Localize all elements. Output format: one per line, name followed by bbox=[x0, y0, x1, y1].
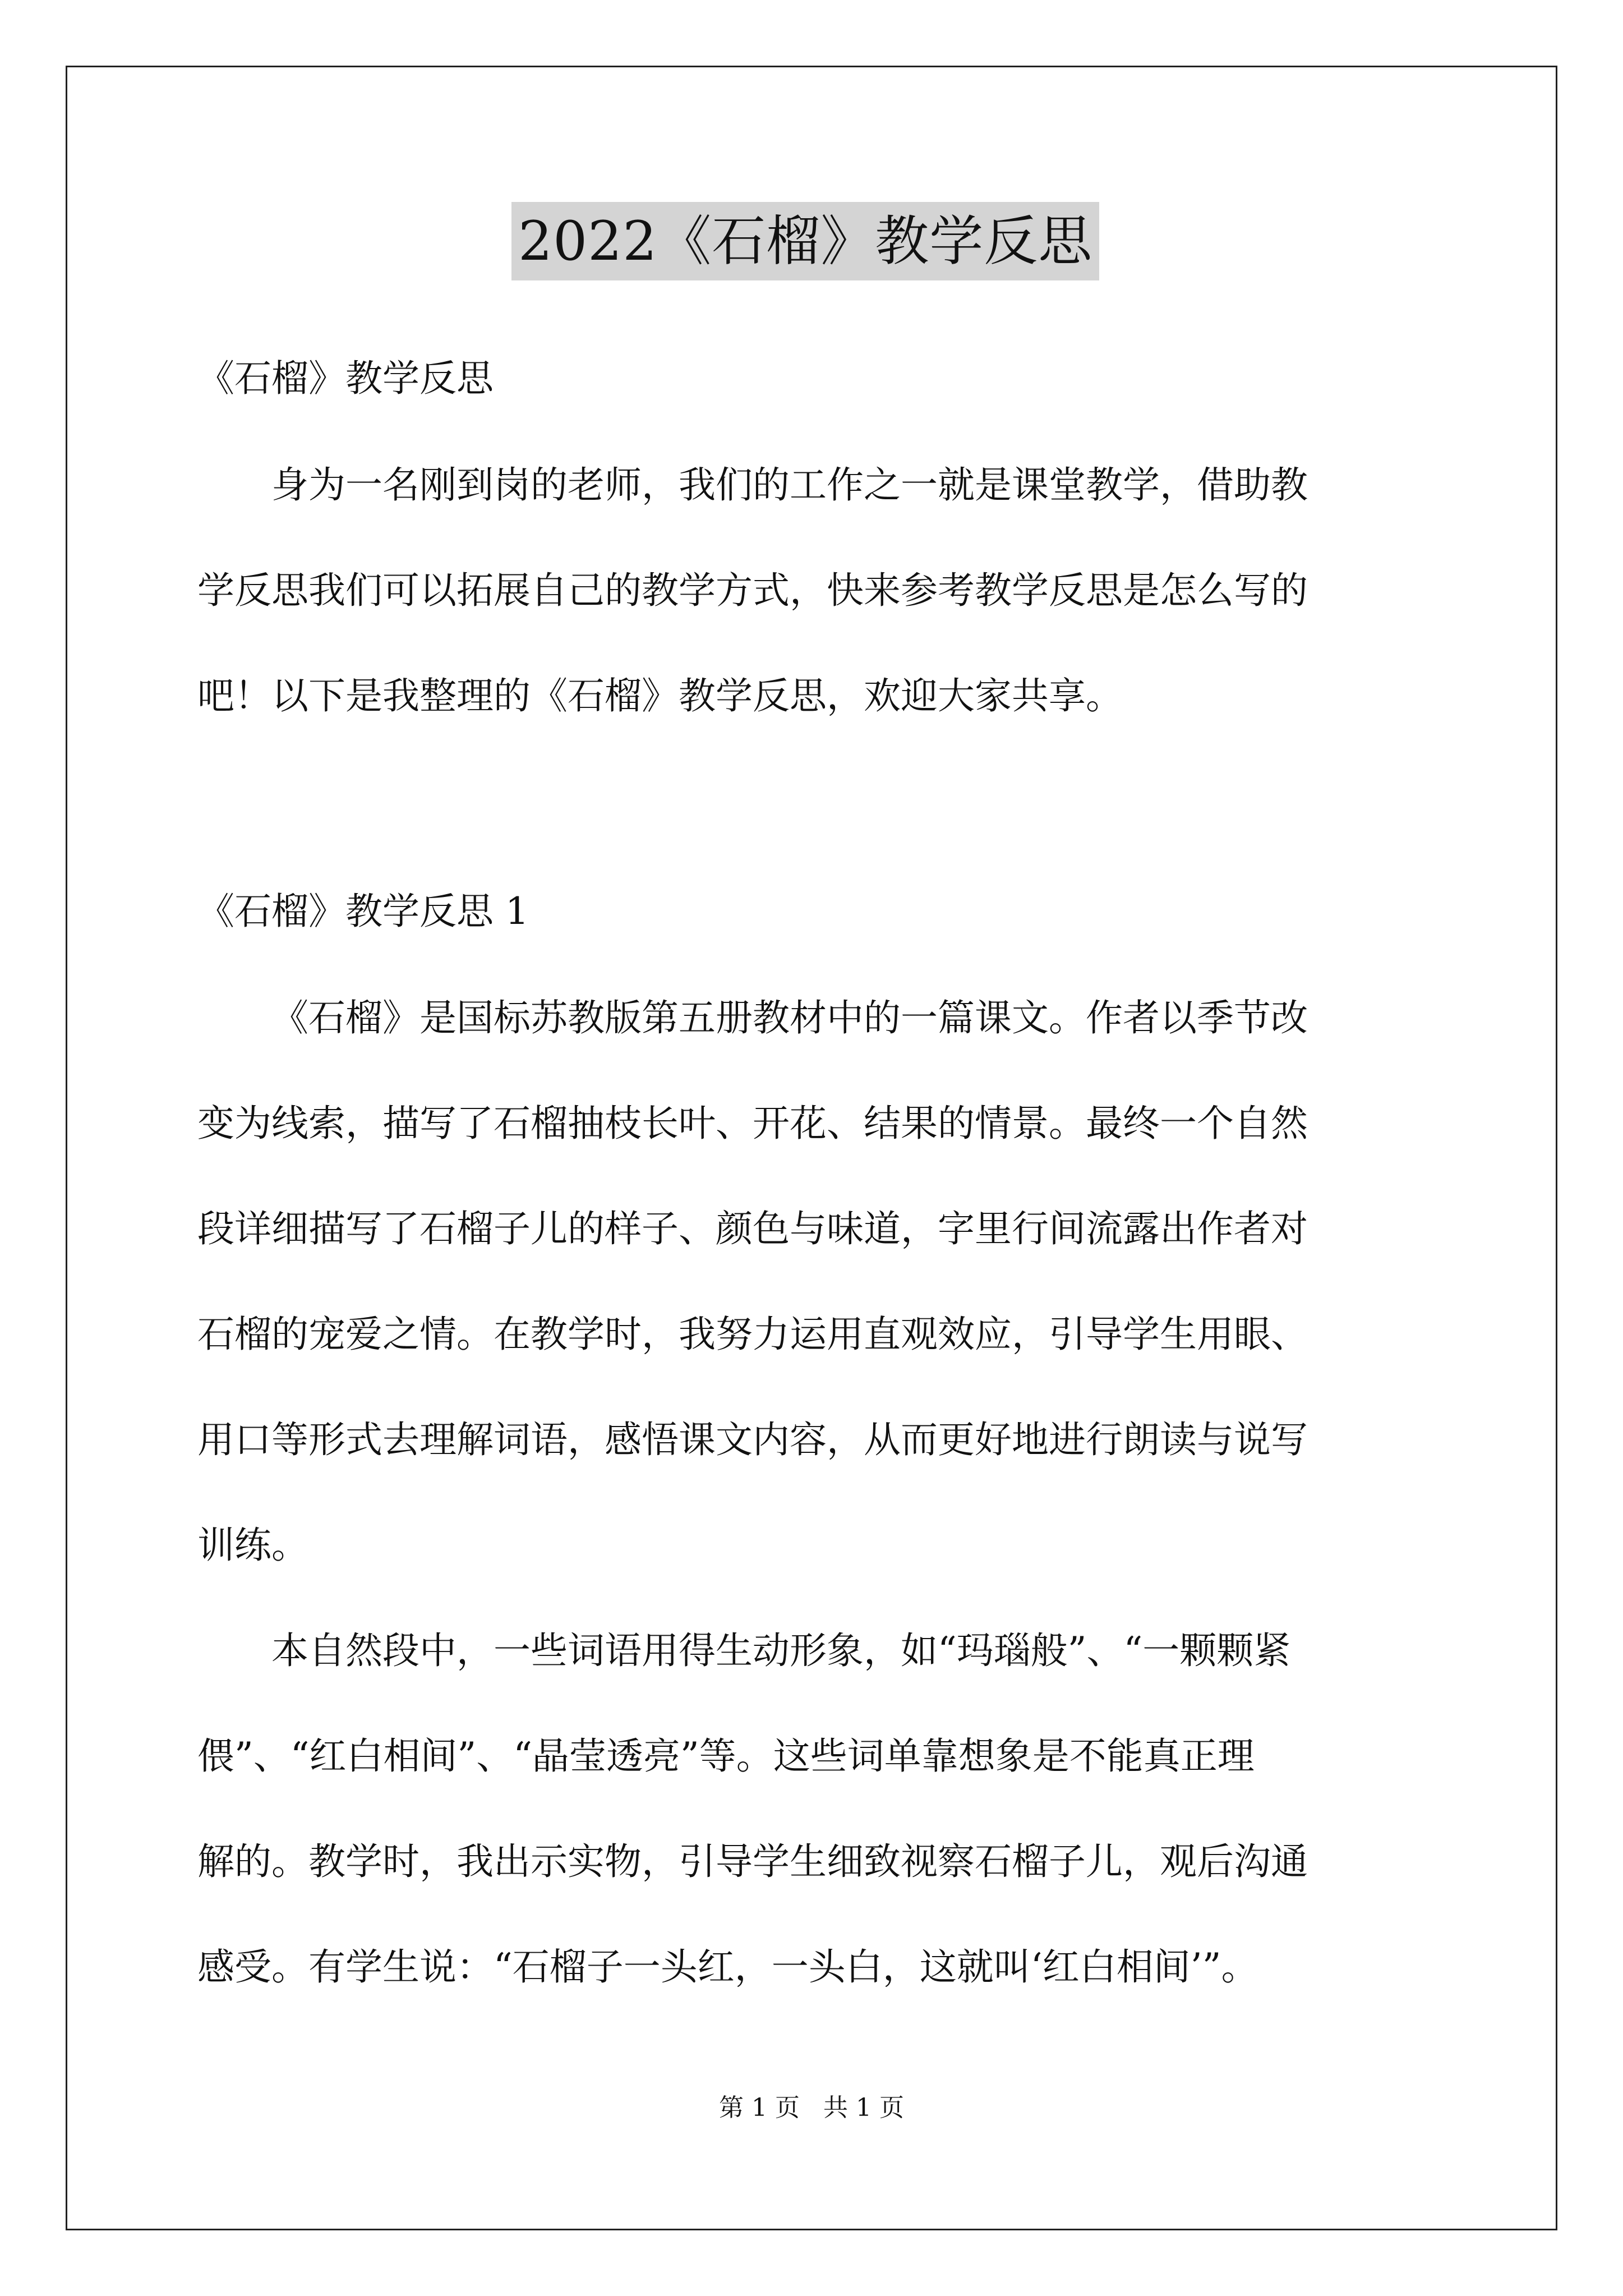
paragraph-line: 变为线索，描写了石榴抽枝长叶、开花、结果的情景。最终一个自然 bbox=[197, 1102, 1308, 1145]
paragraph-line: 《石榴》是国标苏教版第五册教材中的一篇课文。作者以季节改 bbox=[271, 996, 1308, 1039]
document-title: 2022《石榴》教学反思 bbox=[511, 202, 1099, 280]
paragraph-line: 用口等形式去理解词语，感悟课文内容，从而更好地进行朗读与说写 bbox=[197, 1418, 1308, 1461]
paragraph-line: 感受。有学生说：“石榴子一头红，一头白，这就叫‘红白相间’”。 bbox=[197, 1945, 1258, 1989]
intro-paragraph-line: 学反思我们可以拓展自己的教学方式，快来参考教学反思是怎么写的 bbox=[197, 569, 1308, 612]
paragraph-line: 训练。 bbox=[197, 1524, 308, 1567]
page-number-footer: 第 1 页 共 1 页 bbox=[719, 2093, 904, 2122]
section-heading: 《石榴》教学反思 1 bbox=[197, 890, 529, 933]
intro-heading: 《石榴》教学反思 bbox=[197, 357, 494, 400]
intro-paragraph-line: 吧！以下是我整理的《石榴》教学反思，欢迎大家共享。 bbox=[197, 674, 1123, 717]
intro-paragraph-line: 身为一名刚到岗的老师，我们的工作之一就是课堂教学，借助教 bbox=[271, 463, 1308, 507]
paragraph-line: 解的。教学时，我出示实物，引导学生细致视察石榴子儿，观后沟通 bbox=[197, 1840, 1308, 1883]
paragraph-line: 本自然段中，一些词语用得生动形象，如“玛瑙般”、“一颗颗紧 bbox=[271, 1629, 1291, 1672]
paragraph-line: 石榴的宠爱之情。在教学时，我努力运用直观效应，引导学生用眼、 bbox=[197, 1313, 1308, 1356]
paragraph-line: 偎”、“红白相间”、“晶莹透亮”等。这些词单靠想象是不能真正理 bbox=[197, 1734, 1255, 1778]
paragraph-line: 段详细描写了石榴子儿的样子、颜色与味道，字里行间流露出作者对 bbox=[197, 1207, 1308, 1250]
